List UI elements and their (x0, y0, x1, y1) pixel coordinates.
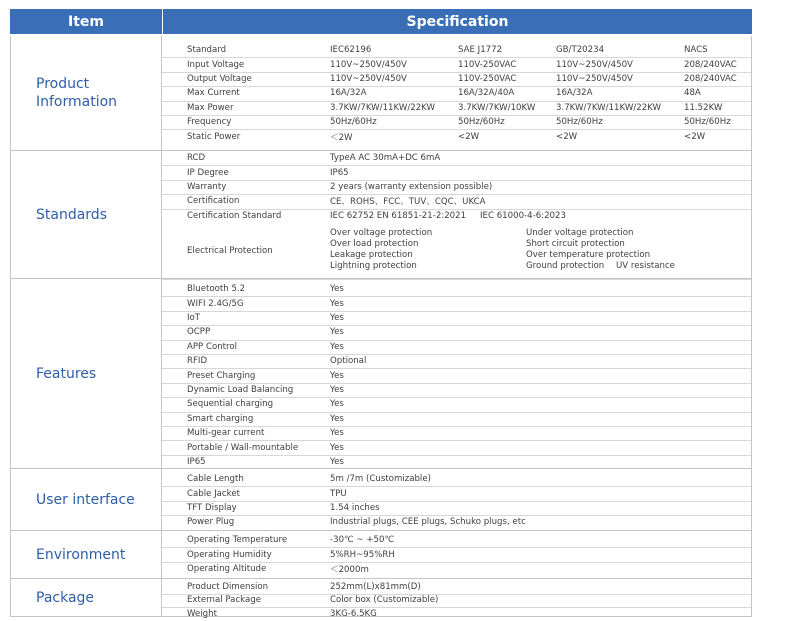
row-label: IP Degree (187, 167, 229, 178)
section-standards (10, 151, 752, 279)
row-value: 252mm(L)x81mm(D) (330, 581, 421, 592)
table-row (162, 440, 751, 455)
row-value: 110V-250VAC (458, 59, 517, 70)
row-label: IP65 (187, 456, 206, 467)
table-row (162, 43, 751, 58)
section-title: Features (10, 279, 162, 468)
section-title: Environment (10, 531, 162, 578)
row-value: Color box (Customizable) (330, 595, 439, 606)
row-value: 110V-250VAC (458, 73, 517, 84)
row-value: Yes (330, 384, 344, 395)
table-row (162, 86, 751, 101)
row-label: WIFI 2.4G/5G (187, 298, 244, 309)
row-value: 3.7KW/7KW/10KW (458, 102, 536, 113)
features-rows (162, 279, 752, 468)
protection-item: Ground protection (526, 261, 605, 271)
table-row (162, 426, 751, 441)
table-row (162, 209, 751, 223)
section-title: User interface (10, 469, 162, 530)
row-value: 50Hz/60Hz (330, 117, 377, 128)
row-value: Yes (330, 370, 344, 381)
row-value: 208/240VAC (684, 59, 737, 70)
row-label: Frequency (187, 117, 232, 128)
table-row (162, 151, 751, 166)
table-row (162, 72, 751, 87)
row-value: 5%RH~95%RH (330, 549, 395, 560)
protection-left-list (330, 228, 432, 272)
row-value: 16A/32A/40A (458, 88, 515, 99)
row-value: NACS (684, 45, 708, 56)
table-row (162, 501, 751, 516)
row-value: 50Hz/60Hz (684, 117, 731, 128)
row-value: 110V~250V/450V (330, 59, 407, 70)
section-user-interface (10, 469, 752, 531)
header-specification: Specification (163, 9, 752, 34)
row-value: IP65 (330, 167, 349, 178)
table-row (162, 115, 751, 130)
row-value: ＜2000m (330, 564, 369, 575)
row-label: OCPP (187, 327, 211, 338)
row-label: Power Plug (187, 517, 235, 528)
row-value: CE、ROHS、FCC、TUV、CQC、UKCA (330, 197, 486, 208)
product-rows (162, 36, 752, 150)
row-value-secondary: IEC 61000-4-6:2023 (480, 210, 566, 221)
row-value: Yes (330, 341, 344, 352)
row-label: Portable / Wall-mountable (187, 442, 299, 453)
row-label: Electrical Protection (187, 246, 273, 256)
row-value: 110V~250V/450V (556, 59, 633, 70)
row-label: Input Voltage (187, 59, 245, 70)
table-row (162, 311, 751, 326)
environment-rows (162, 531, 752, 578)
table-row (162, 354, 751, 369)
row-label: Smart charging (187, 413, 254, 424)
row-value: 3.7KW/7KW/11KW/22KW (556, 102, 661, 113)
table-row (162, 223, 751, 280)
row-value: 50Hz/60Hz (458, 117, 505, 128)
table-row (162, 383, 751, 398)
section-environment (10, 531, 752, 579)
row-label: IoT (187, 312, 201, 323)
row-value: Yes (330, 413, 344, 424)
table-row (162, 412, 751, 427)
table-row (162, 165, 751, 180)
row-value: Industrial plugs, CEE plugs, Schuko plugs, etc (330, 517, 526, 528)
row-value: -30℃ ~ +50℃ (330, 535, 395, 546)
row-label: Operating Temperature (187, 535, 288, 546)
protection-item: Lightning protection (330, 261, 417, 271)
table-row (162, 101, 751, 116)
ui-rows (162, 469, 752, 530)
row-label: Weight (187, 608, 217, 619)
section-title: Package (10, 579, 162, 616)
row-value: 2 years (warranty extension possible) (330, 181, 493, 192)
row-value: 11.52KW (684, 102, 723, 113)
row-value: Yes (330, 284, 344, 295)
row-label: APP Control (187, 341, 238, 352)
row-label: Preset Charging (187, 370, 256, 381)
row-value: Yes (330, 442, 344, 453)
table-row (162, 57, 751, 72)
row-value: Optional (330, 356, 367, 367)
section-features (10, 279, 752, 469)
header-item: Item (10, 9, 162, 34)
section-title: Standards (10, 151, 162, 278)
row-value: 16A/32A (330, 88, 367, 99)
table-row (162, 194, 751, 209)
row-value: 208/240VAC (684, 73, 737, 84)
row-value: 48A (684, 88, 701, 99)
table-row (162, 562, 751, 576)
row-label: Product Dimension (187, 581, 269, 592)
row-value: Yes (330, 298, 344, 309)
row-value: 1.54 inches (330, 502, 380, 513)
table-row (162, 455, 751, 469)
table-row (162, 533, 751, 548)
row-value: Yes (330, 327, 344, 338)
section-product-information (10, 36, 752, 151)
table-row (162, 368, 751, 383)
table-row (162, 486, 751, 501)
row-value: 3.7KW/7KW/11KW/22KW (330, 102, 435, 113)
row-label: Output Voltage (187, 73, 252, 84)
package-rows (162, 579, 752, 619)
row-label: External Package (187, 595, 262, 606)
row-value: Yes (330, 428, 344, 439)
row-value: 110V~250V/450V (330, 73, 407, 84)
row-value: <2W (458, 131, 480, 142)
table-row (162, 594, 751, 609)
row-label: Max Power (187, 102, 234, 113)
row-label: Cable Length (187, 474, 244, 485)
row-label: Max Current (187, 88, 240, 99)
row-label: Certification Standard (187, 210, 282, 221)
table-row (162, 296, 751, 311)
row-value: Yes (330, 399, 344, 410)
row-value: 50Hz/60Hz (556, 117, 603, 128)
row-value: 5m /7m (Customizable) (330, 474, 431, 485)
table-row (162, 325, 751, 340)
row-value: Yes (330, 312, 344, 323)
row-label: Certification (187, 196, 240, 207)
row-label: Standard (187, 45, 227, 56)
row-value: ＜2W (330, 132, 353, 143)
row-value: TypeA AC 30mA+DC 6mA (330, 153, 441, 164)
table-row (162, 282, 751, 297)
row-value: Yes (330, 456, 344, 467)
protection-item: Leakage protection (330, 250, 413, 260)
protection-item: Under voltage protection (526, 228, 634, 238)
protection-item: UV resistance (616, 261, 675, 271)
row-label: Bluetooth 5.2 (187, 284, 246, 295)
row-label: Operating Altitude (187, 563, 267, 574)
row-label: Static Power (187, 131, 241, 142)
row-label: Warranty (187, 181, 227, 192)
row-value: <2W (684, 131, 706, 142)
row-label: Sequential charging (187, 399, 274, 410)
table-row (162, 129, 751, 143)
row-value: 110V~250V/450V (556, 73, 633, 84)
row-value: GB/T20234 (556, 45, 605, 56)
row-value: IEC 62752 EN 61851-21-2:2021 (330, 210, 467, 221)
protection-item: Short circuit protection (526, 239, 625, 249)
table-row (162, 515, 751, 529)
row-value: 3KG-6.5KG (330, 608, 377, 619)
row-value: SAE J1772 (458, 45, 503, 56)
protection-item: Over voltage protection (330, 228, 433, 238)
standards-rows (162, 151, 752, 278)
protection-item: Over load protection (330, 239, 419, 249)
row-value: 16A/32A (556, 88, 593, 99)
section-package (10, 579, 752, 617)
row-value: TPU (330, 488, 347, 499)
row-label: Cable Jacket (187, 488, 240, 499)
table-row (162, 397, 751, 412)
table-row (162, 580, 751, 595)
row-label: Dynamic Load Balancing (187, 384, 294, 395)
row-label: Operating Humidity (187, 549, 272, 560)
row-label: TFT Display (187, 502, 237, 513)
table-row (162, 472, 751, 487)
table-row (162, 340, 751, 355)
row-label: RCD (187, 153, 206, 164)
spec-sheet (10, 9, 752, 617)
row-label: RFID (187, 356, 208, 367)
table-row (162, 607, 751, 621)
table-row (162, 180, 751, 195)
row-value: <2W (556, 131, 578, 142)
section-title: Product Information (10, 36, 162, 150)
row-value: IEC62196 (330, 45, 372, 56)
table-row (162, 547, 751, 562)
protection-item: Over temperature protection (526, 250, 651, 260)
row-label: Multi-gear current (187, 428, 265, 439)
